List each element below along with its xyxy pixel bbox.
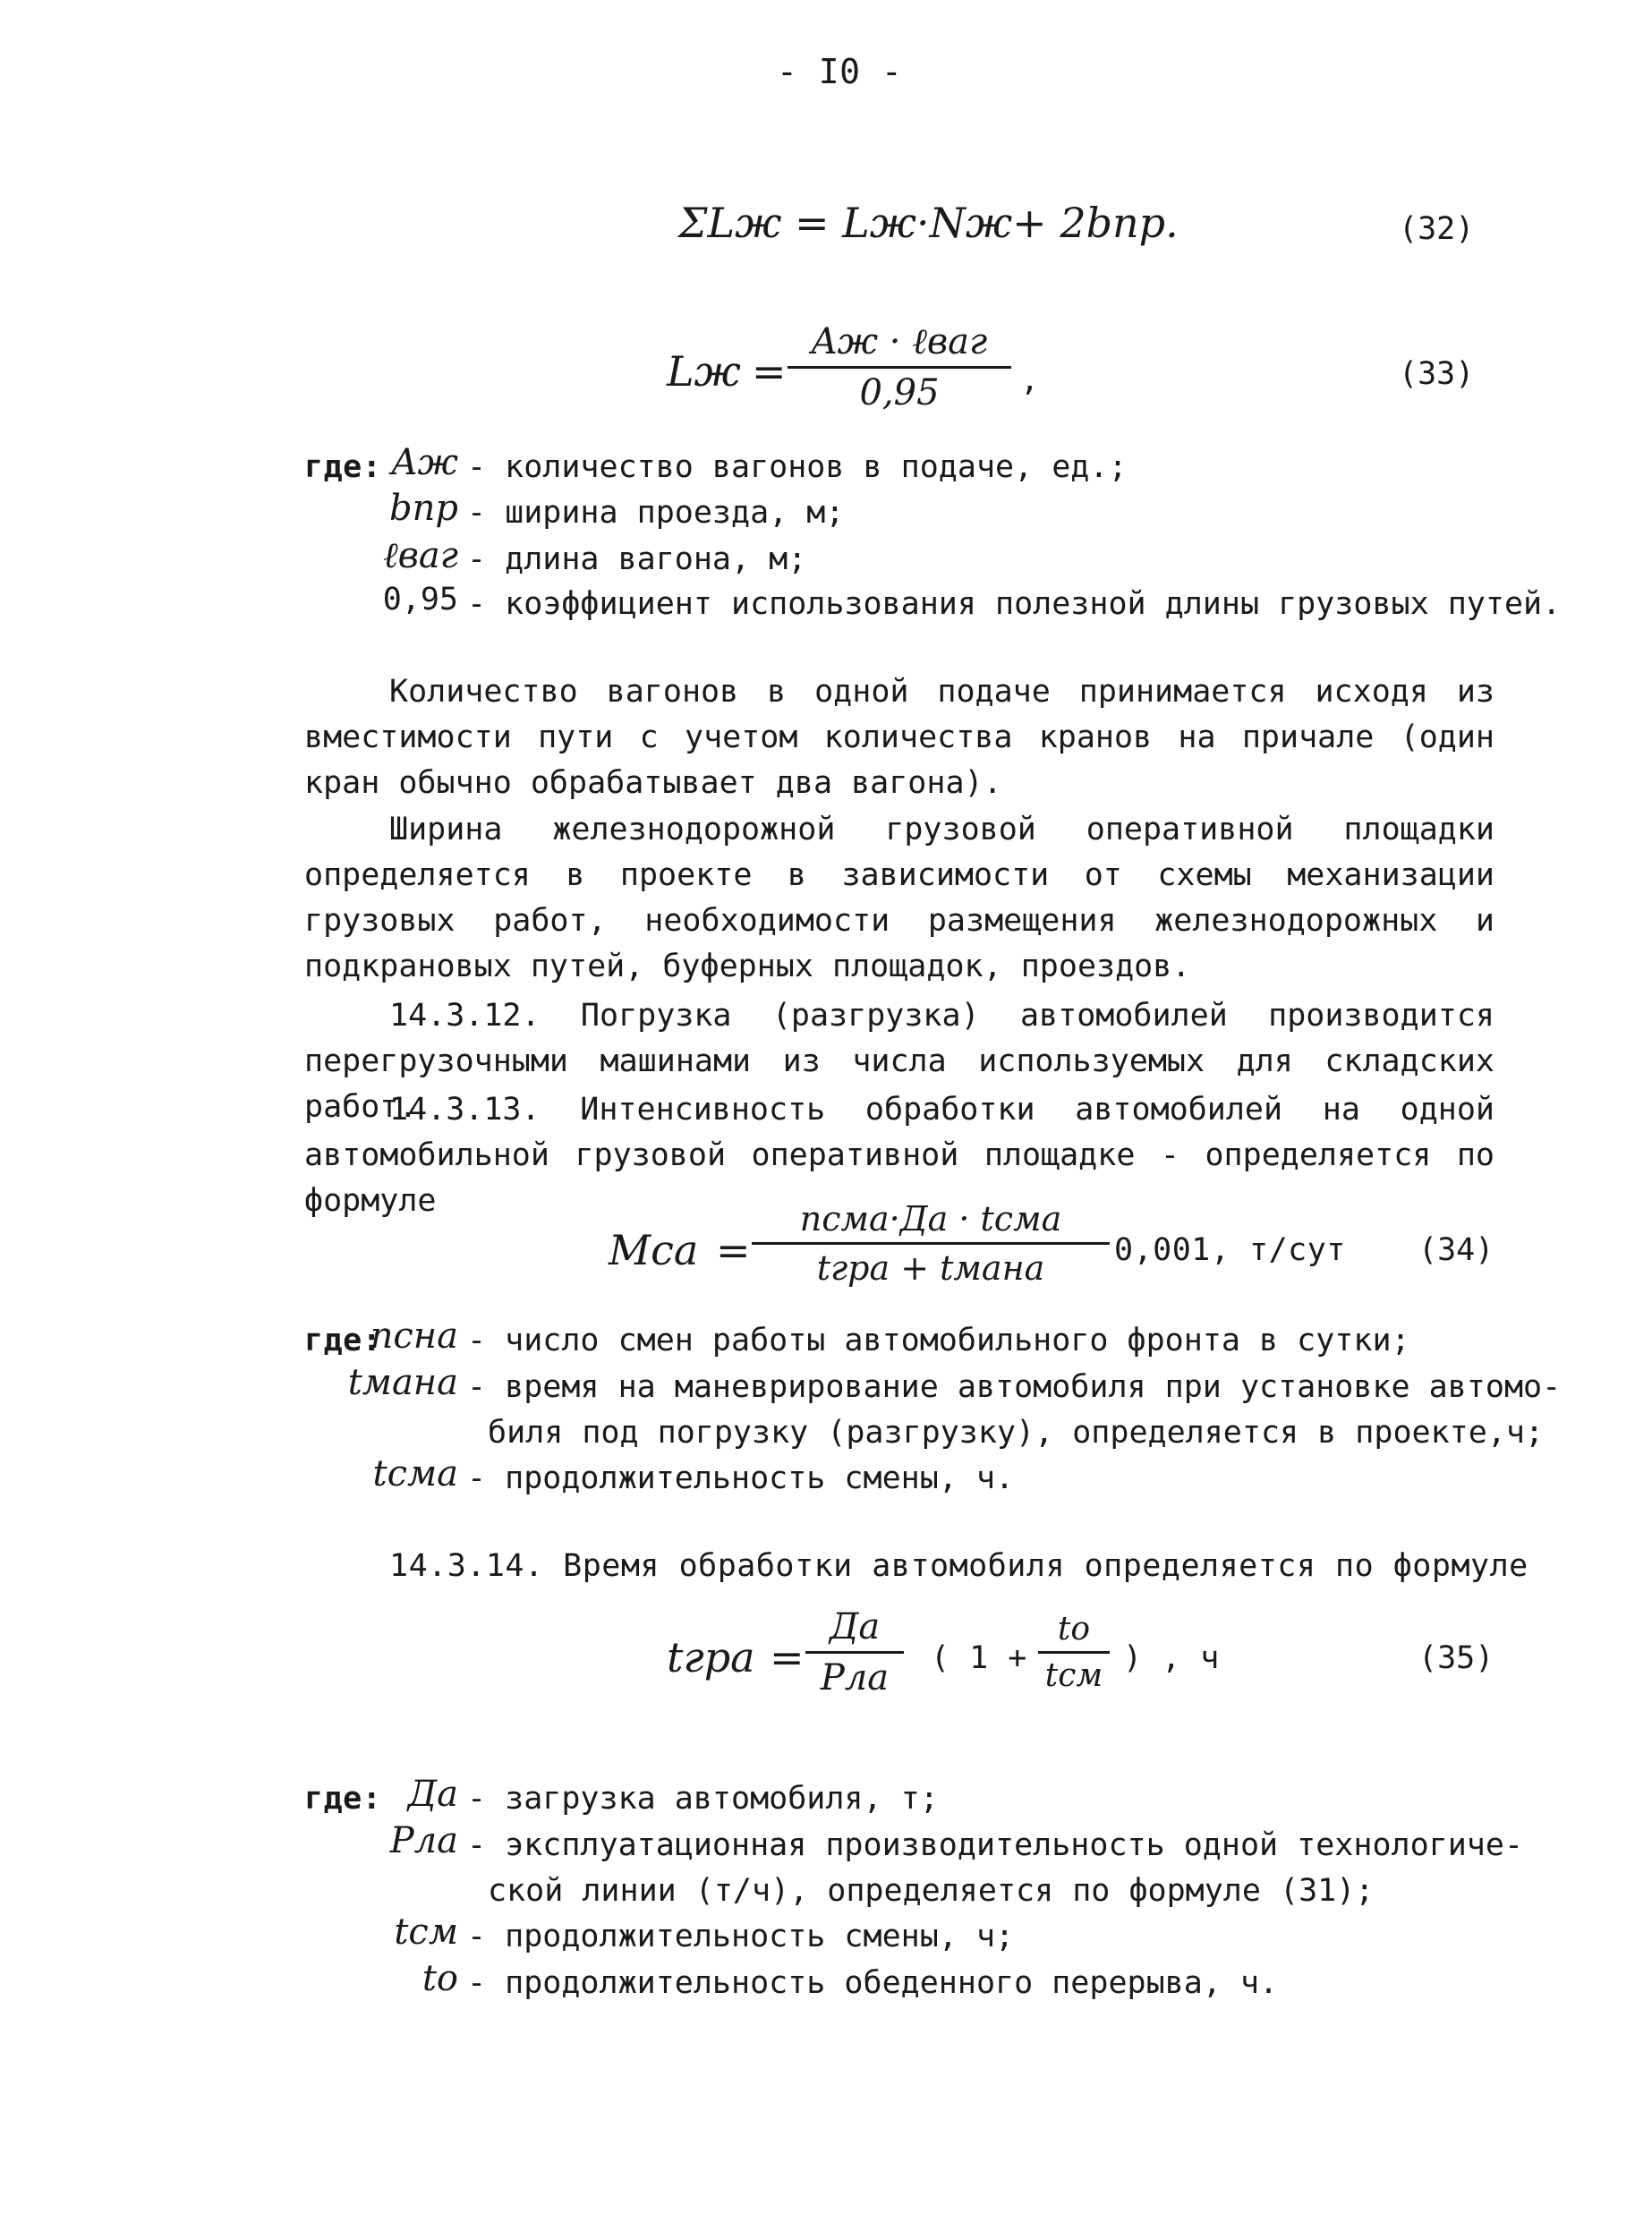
eq32-lhs: ΣLж <box>678 199 782 247</box>
definition-t-mana-cont: биля под погрузку (разгрузку), определяется в проекте,ч; <box>488 1415 1545 1451</box>
eq34-fraction <box>752 1199 1110 1288</box>
symbol-n-sna: nсна <box>370 1315 458 1357</box>
symbol-t-mana: tмана <box>347 1362 458 1403</box>
eq35-inner-denominator: tсм <box>1044 1657 1103 1694</box>
definition-A-zh: - количество вагонов в подаче, ед.; <box>467 449 1128 485</box>
equation-number-34: (34) <box>1418 1232 1494 1268</box>
symbol-l-vag: ℓваг <box>382 535 458 576</box>
fraction-bar <box>752 1242 1110 1245</box>
eq33-comma: , <box>1020 362 1040 398</box>
symbol-t-sm: tсм <box>394 1911 458 1953</box>
eq32-rhs: Lж·Nж+ 2bпр. <box>842 199 1179 247</box>
symbol-D-a: Да <box>407 1774 458 1815</box>
definition-P-la-cont: ской линии (т/ч), определяется по формуле (31); <box>488 1873 1375 1909</box>
eq35-numerator: Да <box>829 1606 881 1647</box>
definition-t-sm: - продолжительность смены, ч; <box>467 1919 1015 1954</box>
fraction-bar <box>1038 1651 1110 1654</box>
definition-n-sna: - число смен работы автомобильного фронта в сутки; <box>467 1323 1410 1358</box>
eq35-inner-numerator: tо <box>1057 1611 1091 1647</box>
where-lead: где: <box>304 1323 382 1358</box>
eq34-numerator: nсма·Да · tсма <box>799 1199 1062 1239</box>
eq33-lhs: Lж <box>667 347 741 396</box>
eq33-numerator: Aж · ℓваг <box>811 321 988 362</box>
eq35-close: ) , ч <box>1123 1640 1220 1676</box>
definition-t-sma: - продолжительность смены, ч. <box>467 1460 1015 1496</box>
definition-l-vag: - длина вагона, м; <box>467 541 807 577</box>
symbol-0-95: 0,95 <box>382 582 458 617</box>
eq34-lhs: Mса <box>609 1226 699 1274</box>
eq35-inner-fraction <box>1038 1611 1110 1694</box>
eq32-equals: = <box>794 199 830 247</box>
paragraph-14-3-13: 14.3.13. Интенсивность обработки автомобилей на одной автомобильной грузовой оперативной площадке - определяется по формуле <box>304 1092 1494 1219</box>
where-lead: где: <box>304 1781 382 1817</box>
eq35-equals: = <box>770 1633 805 1681</box>
page-number: - I0 - <box>777 52 903 91</box>
eq34-denominator: tгра + tмана <box>816 1248 1045 1288</box>
symbol-A-zh: Aж <box>391 442 458 483</box>
eq35-denominator: Pла <box>820 1657 890 1698</box>
where-lead: где: <box>304 449 382 485</box>
paragraph-14-3-12: 14.3.12. Погрузка (разгрузка) автомобилей производится перегрузочными машинами из числа используемых для складских работ. <box>304 998 1494 1125</box>
paragraph-14-3-14: 14.3.14. Время обработки автомобиля определяется по формуле <box>389 1548 1529 1584</box>
eq35-fraction <box>805 1606 904 1698</box>
fraction-bar <box>788 366 1011 369</box>
equation-number-33: (33) <box>1399 356 1475 392</box>
eq34-equals: = <box>716 1226 751 1274</box>
symbol-b-pr: bпр <box>389 488 458 529</box>
eq33-denominator: 0,95 <box>859 372 940 413</box>
definition-t-o: - продолжительность обеденного перерыва, ч. <box>467 1965 1279 2001</box>
symbol-t-o: tо <box>422 1958 458 1999</box>
definition-t-mana: - время на маневрирование автомобиля при установке автомо- <box>467 1369 1562 1405</box>
equation-number-35: (35) <box>1418 1640 1494 1676</box>
definition-P-la: - эксплуатационная производительность одной технологиче- <box>467 1827 1524 1863</box>
eq35-lhs: tгра <box>667 1633 755 1681</box>
eq35-open: ( 1 + <box>931 1640 1027 1676</box>
eq34-tail: 0,001, т/сут <box>1114 1232 1346 1268</box>
eq33-equals: = <box>752 347 787 396</box>
paragraph-wagons: Количество вагонов в одной подаче принимается исходя из вместимости пути с учетом количества кранов на причале (один кран обычно обрабатывает два вагона). <box>304 674 1494 801</box>
definition-D-a: - загрузка автомобиля, т; <box>467 1781 939 1817</box>
symbol-t-sma: tсма <box>372 1453 458 1494</box>
eq33-fraction <box>788 320 1011 413</box>
paragraph-width: Ширина железнодорожной грузовой оперативной площадки определяется в проекте в зависимости от схемы механизации грузовых работ, необходимости размещения железнодорожных и подкрановых путей, буферных площадок, проездов. <box>304 812 1494 984</box>
definition-b-pr: - ширина проезда, м; <box>467 495 845 531</box>
definition-0-95: - коэффициент использования полезной длины грузовых путей. <box>467 586 1562 622</box>
fraction-bar <box>805 1651 904 1654</box>
symbol-P-la: Pла <box>389 1820 458 1861</box>
equation-number-32: (32) <box>1399 211 1475 247</box>
equation-32 <box>678 199 1179 247</box>
